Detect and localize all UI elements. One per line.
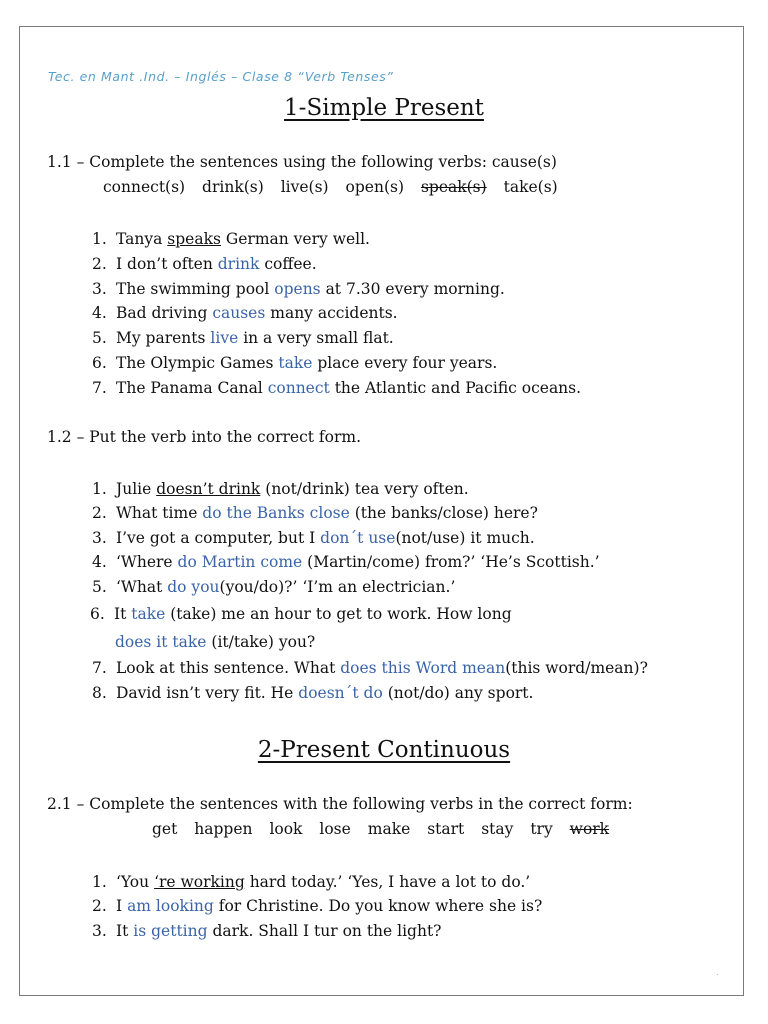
verb-word: look — [269, 820, 303, 838]
list-item: 4. ‘Where do Martin come (Martin/come) from?’ ‘He’s Scottish.’ — [92, 553, 600, 571]
list-item: 7. Look at this sentence. What does this Word mean(this word/mean)? — [92, 659, 648, 677]
list-item: 2. I don’t often drink coffee. — [92, 255, 317, 273]
verb-word: live(s) — [280, 178, 329, 196]
list-item: 1. ‘You ‘re working hard today.’ ‘Yes, I have a lot to do.’ — [92, 873, 531, 891]
verb-list-2-1 — [152, 820, 621, 838]
list-item: 1. Tanya speaks German very well. — [92, 230, 370, 248]
answer: do Martin come — [177, 553, 303, 571]
list-item-continuation: does it take (it/take) you? — [115, 633, 316, 651]
answer: does it take — [115, 633, 207, 651]
verb-word: connect(s) — [103, 178, 186, 196]
exercise-1-2-instruction: 1.2 – Put the verb into the correct form. — [47, 428, 362, 446]
answer: doesn´t do — [298, 684, 383, 702]
verb-word: try — [530, 820, 553, 838]
answer-example: speaks — [167, 230, 221, 248]
answer-example: doesn’t drink — [156, 480, 261, 498]
exercise-2-1-instruction: 2.1 – Complete the sentences with the following verbs in the correct form: — [47, 795, 633, 813]
answer: is getting — [133, 922, 208, 940]
answer: am looking — [127, 897, 214, 915]
list-item: 5. ‘What do you(you/do)?’ ‘I’m an electrician.’ — [92, 578, 456, 596]
answer: opens — [274, 280, 321, 298]
answer: take — [278, 354, 313, 372]
verb-word: lose — [319, 820, 351, 838]
list-item: 5. My parents live in a very small flat. — [92, 329, 394, 347]
list-item: 3. I’ve got a computer, but I don´t use(not/use) it much. — [92, 529, 535, 547]
list-item: 6. It take (take) me an hour to get to work. How long — [90, 605, 512, 623]
list-item: 7. The Panama Canal connect the Atlantic and Pacific oceans. — [92, 379, 582, 397]
answer: causes — [212, 304, 266, 322]
list-item: 2. I am looking for Christine. Do you know where she is? — [92, 897, 543, 915]
verb-word: drink(s) — [202, 178, 264, 196]
verb-word-struck: speak(s) — [420, 178, 487, 196]
section-title-present-continuous: 2-Present Continuous — [257, 737, 511, 763]
verb-list-1-1 — [103, 178, 570, 196]
course-header: Tec. en Mant .Ind. – Inglés – Clase 8 “Verb Tenses” — [48, 69, 394, 84]
verb-word: make — [367, 820, 411, 838]
answer: do the Banks close — [202, 504, 350, 522]
answer: live — [210, 329, 239, 347]
list-item: 3. The swimming pool opens at 7.30 every morning. — [92, 280, 505, 298]
answer: connect — [267, 379, 330, 397]
list-item: 2. What time do the Banks close (the banks/close) here? — [92, 504, 538, 522]
section-title-simple-present: 1-Simple Present — [284, 95, 484, 121]
answer: take — [131, 605, 166, 623]
list-item: 3. It is getting dark. Shall I tur on the light? — [92, 922, 442, 940]
answer: don´t use — [320, 529, 396, 547]
verb-word: happen — [194, 820, 253, 838]
list-item: 4. Bad driving causes many accidents. — [92, 304, 398, 322]
answer-example: ‘re working — [154, 873, 245, 891]
exercise-1-1-instruction: 1.1 – Complete the sentences using the following verbs: cause(s) — [47, 153, 557, 171]
verb-word: open(s) — [345, 178, 405, 196]
verb-word-struck: work — [569, 820, 610, 838]
verb-word: take(s) — [503, 178, 558, 196]
verb-word: start — [427, 820, 465, 838]
answer: do you — [167, 578, 220, 596]
answer: does this Word mean — [340, 659, 506, 677]
answer: drink — [217, 255, 260, 273]
verb-word: get — [152, 820, 178, 838]
list-item: 1. Julie doesn’t drink (not/drink) tea very often. — [92, 480, 469, 498]
list-item: 6. The Olympic Games take place every four years. — [92, 354, 498, 372]
page-mark: . — [716, 968, 719, 977]
list-item: 8. David isn’t very fit. He doesn´t do (not/do) any sport. — [92, 684, 534, 702]
verb-word: stay — [481, 820, 514, 838]
